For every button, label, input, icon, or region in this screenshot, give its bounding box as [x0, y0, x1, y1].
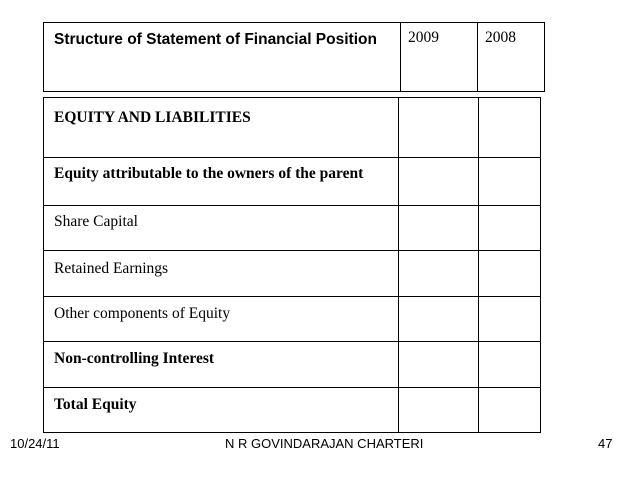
value-cell-2009: [399, 388, 479, 432]
table-row: [44, 98, 540, 158]
header-table: [43, 22, 545, 92]
row-label: Equity attributable to the owners of the parent: [44, 158, 399, 205]
row-label: EQUITY AND LIABILITIES: [44, 98, 399, 157]
row-label: Other components of Equity: [44, 297, 399, 341]
value-cell-2008: [479, 342, 540, 387]
value-cell-2009: [399, 251, 479, 296]
value-cell-2009: [399, 98, 479, 157]
footer-page-number: 47: [598, 436, 613, 451]
header-year-2009: 2009: [401, 23, 478, 91]
header-year-2008: 2008: [485, 29, 516, 46]
table-row: [44, 206, 540, 251]
row-label: Total Equity: [44, 388, 399, 432]
value-cell-2008: [479, 158, 540, 205]
row-label: Share Capital: [44, 206, 399, 250]
equity-table: [43, 97, 541, 433]
table-row: [44, 251, 540, 297]
value-cell-2008: [479, 98, 540, 157]
value-cell-2008: [479, 388, 540, 432]
value-cell-2009: [399, 297, 479, 341]
header-title: Structure of Statement of Financial Position: [44, 23, 401, 91]
table-row: [44, 297, 540, 342]
value-cell-2008: [479, 206, 540, 250]
row-label: Retained Earnings: [44, 251, 399, 296]
table-row: [44, 158, 540, 206]
table-row: [44, 388, 540, 433]
value-cell-2009: [399, 206, 479, 250]
table-row: [44, 342, 540, 388]
footer-author: N R GOVINDARAJAN CHARTERI: [225, 436, 424, 451]
value-cell-2009: [399, 158, 479, 205]
value-cell-2008: [479, 297, 540, 341]
footer-date: 10/24/11: [10, 436, 60, 451]
row-label: Non-controlling Interest: [44, 342, 399, 387]
value-cell-2009: [399, 342, 479, 387]
value-cell-2008: [479, 251, 540, 296]
